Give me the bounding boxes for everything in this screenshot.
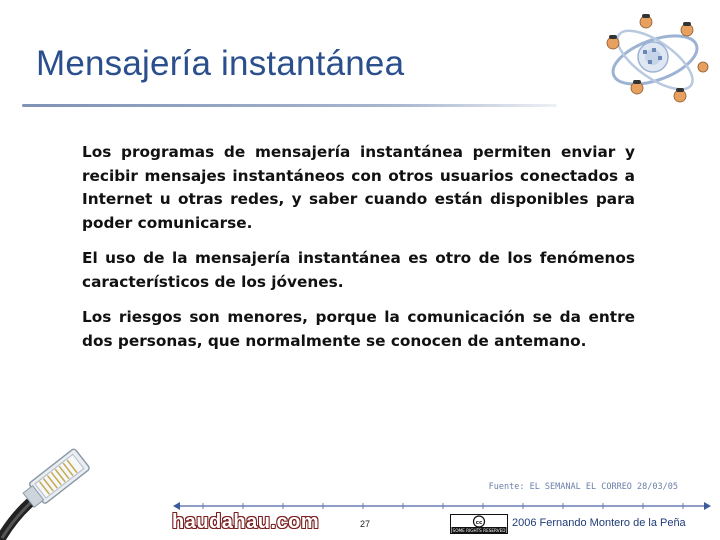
network-cable-icon xyxy=(0,438,105,540)
paragraph-definition: Los programas de mensajería instantánea permiten enviar y recibir mensajes instantáneos con otros usuarios conectados a Internet u otras redes, y saber cuando están disponibles para poder comunicarse. xyxy=(82,143,635,232)
cc-badge-label: SOME RIGHTS RESERVED xyxy=(452,528,506,534)
title-divider xyxy=(22,104,557,107)
site-logo[interactable]: haudahau.com xyxy=(172,511,320,533)
source-citation: Fuente: EL SEMANAL EL CORREO 28/03/05 xyxy=(488,482,678,492)
footer-divider xyxy=(173,502,711,510)
creative-commons-icon[interactable] xyxy=(450,514,508,534)
paragraph-youth-usage: El uso de la mensajería instantánea es otro de los fenómenos característicos de los jóvenes. xyxy=(82,249,635,291)
svg-text:cc: cc xyxy=(475,519,483,526)
messenger-network-icon xyxy=(603,10,715,108)
slide-title: Mensajería instantánea xyxy=(36,44,405,83)
copyright-notice: 2006 Fernando Montero de la Peña xyxy=(512,517,686,529)
paragraph-risks: Los riesgos son menores, porque la comunicación se da entre dos personas, que normalmente se conocen de antemano. xyxy=(82,308,635,350)
page-number: 27 xyxy=(360,519,371,529)
slide-body xyxy=(82,141,635,365)
